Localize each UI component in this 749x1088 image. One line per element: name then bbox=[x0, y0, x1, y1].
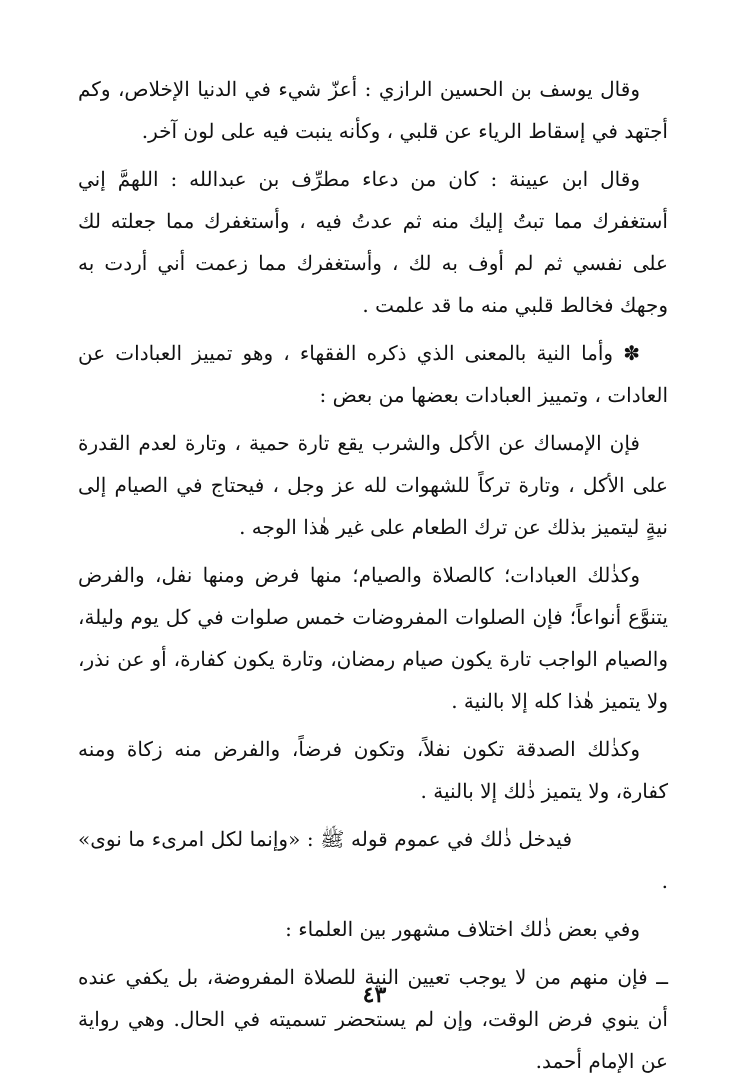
paragraph-specifying-intention: ــ فإن منهم من لا يوجب تعيين النية للصلاة المفروضة، بل يكفي عنده أن ينوي فرض الوقت، وإن لم يستحضر تسميته في الحال. وهي رواية عن الإمام أحمد. bbox=[78, 965, 668, 1073]
paragraph-ibn-uyaynah-quote: وقال ابن عيينة : كان من دعاء مطرِّف بن عبدالله : اللهمَّ إني أستغفرك مما تبتُ إليك منه ثم عدتُ فيه ، وأستغفرك مما جعلته لك على نفسي ثم لم أوف به لك ، وأستغفرك مما زعمت أني أردت به وجهك فخالط قلبي منه ما قد علمت . bbox=[78, 167, 668, 317]
paragraph-scholars-dispute: وفي بعض ذٰلك اختلاف مشهور بين العلماء : bbox=[285, 917, 640, 941]
paragraph-razi-quote: وقال يوسف بن الحسين الرازي : أعزّ شيء في الدنيا الإخلاص، وكم أجتهد في إسقاط الرياء عن قلبي ، وكأنه ينبت فيه على لون آخر. bbox=[78, 77, 668, 143]
paragraph-charity: وكذٰلك الصدقة تكون نفلاً، وتكون فرضاً، والفرض منه زكاة ومنه كفارة، ولا يتميز ذٰلك إلا بالنية . bbox=[78, 737, 668, 803]
paragraph-hadith: فيدخل ذٰلك في عموم قوله ﷺ : «وإنما لكل امرىء ما نوى» . bbox=[78, 827, 668, 893]
paragraph-fasting-abstention: فإن الإمساك عن الأكل والشرب يقع تارة حمية ، وتارة لعدم القدرة على الأكل ، وتارة تركاً للشهوات لله عز وجل ، فيحتاج في الصيام إلى نيةٍ ليتميز بذلك عن ترك الطعام على غير هٰذا الوجه . bbox=[78, 431, 668, 539]
paragraph-intention-jurists: ✽ وأما النية بالمعنى الذي ذكره الفقهاء ، وهو تمييز العبادات عن العادات ، وتمييز العبادات بعضها من بعض : bbox=[78, 341, 668, 407]
book-page-text bbox=[78, 68, 668, 1088]
paragraph-acts-of-worship: وكذٰلك العبادات؛ كالصلاة والصيام؛ منها فرض ومنها نفل، والفرض يتنوَّع أنواعاً؛ فإن الصلوات المفروضات خمس صلوات في كل يوم وليلة، والصيام الواجب تارة يكون صيام رمضان، وتارة يكون كفارة، أو عن نذر، ولا يتميز هٰذا كله إلا بالنية . bbox=[78, 563, 668, 713]
page-number: ٤٣ bbox=[362, 982, 387, 1008]
